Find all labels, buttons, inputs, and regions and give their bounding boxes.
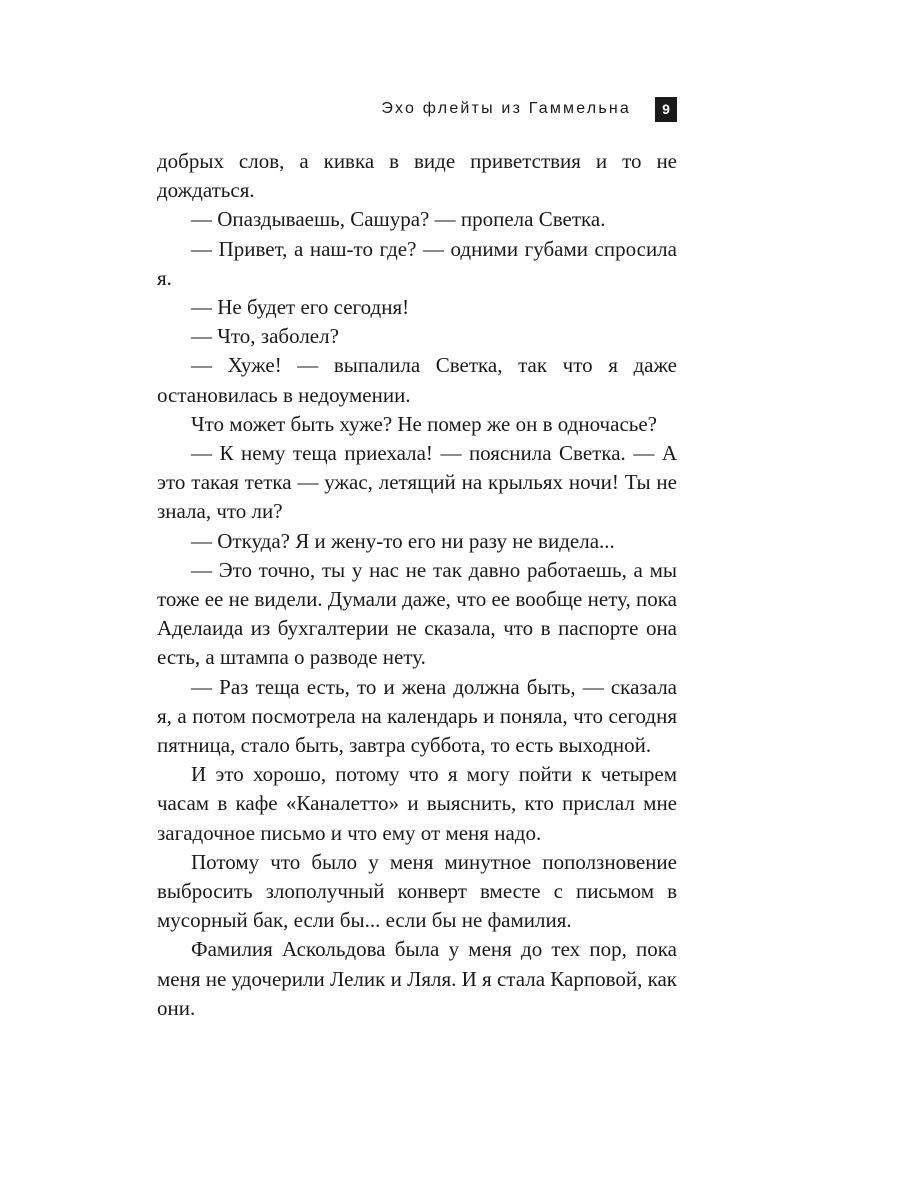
paragraph: — Хуже! — выпалила Светка, так что я даже остановилась в недоумении. bbox=[157, 353, 677, 407]
paragraph: — Привет, а наш-то где? — одними губами спросила я. bbox=[157, 236, 677, 290]
paragraph: Что может быть хуже? Не помер же он в одночасье? bbox=[191, 411, 657, 436]
running-title: Эхо флейты из Гаммельна bbox=[381, 100, 631, 117]
paragraph: — Это точно, ты у нас не так давно работаешь, а мы тоже ее не видели. Думали даже, что ее вообще нету, пока Аделаида из бухгалтерии не сказала, что в паспорте она есть, а штампа о разводе нету. bbox=[157, 557, 677, 670]
paragraph: — К нему теща приехала! — пояснила Светка. — А это такая тетка — ужас, летящий на крыльях ночи! Ты не знала, что ли? bbox=[157, 441, 677, 524]
paragraph: добрых слов, а кивка в виде приветствия и то не дождаться. bbox=[157, 149, 677, 203]
paragraph: Фамилия Аскольдова была у меня до тех пор, пока меня не удочерили Лелик и Ляля. И я стала Карповой, как они. bbox=[157, 937, 677, 1020]
body-text bbox=[157, 147, 677, 1023]
paragraph: — Не будет его сегодня! bbox=[191, 295, 410, 320]
page-number: 9 bbox=[655, 97, 677, 122]
running-head bbox=[157, 97, 677, 123]
paragraph: — Опаздываешь, Сашура? — пропела Светка. bbox=[191, 207, 606, 232]
paragraph: — Раз теща есть, то и жена должна быть, — сказала я, а потом посмотрела на календарь и поняла, что сегодня пятница, стало быть, завтра суббота, то есть выходной. bbox=[157, 674, 677, 758]
paragraph: — Откуда? Я и жену-то его ни разу не видела... bbox=[191, 528, 615, 553]
paragraph: И это хорошо, потому что я могу пойти к четырем часам в кафе «Каналетто» и выяснить, кто прислал мне загадочное письмо и что ему от меня надо. bbox=[157, 762, 677, 845]
paragraph: Потому что было у меня минутное поползновение выбросить злополучный конверт вместе с письмом в мусорный бак, если бы... если бы не фамилия. bbox=[157, 849, 677, 933]
paragraph: — Что, заболел? bbox=[191, 324, 339, 349]
